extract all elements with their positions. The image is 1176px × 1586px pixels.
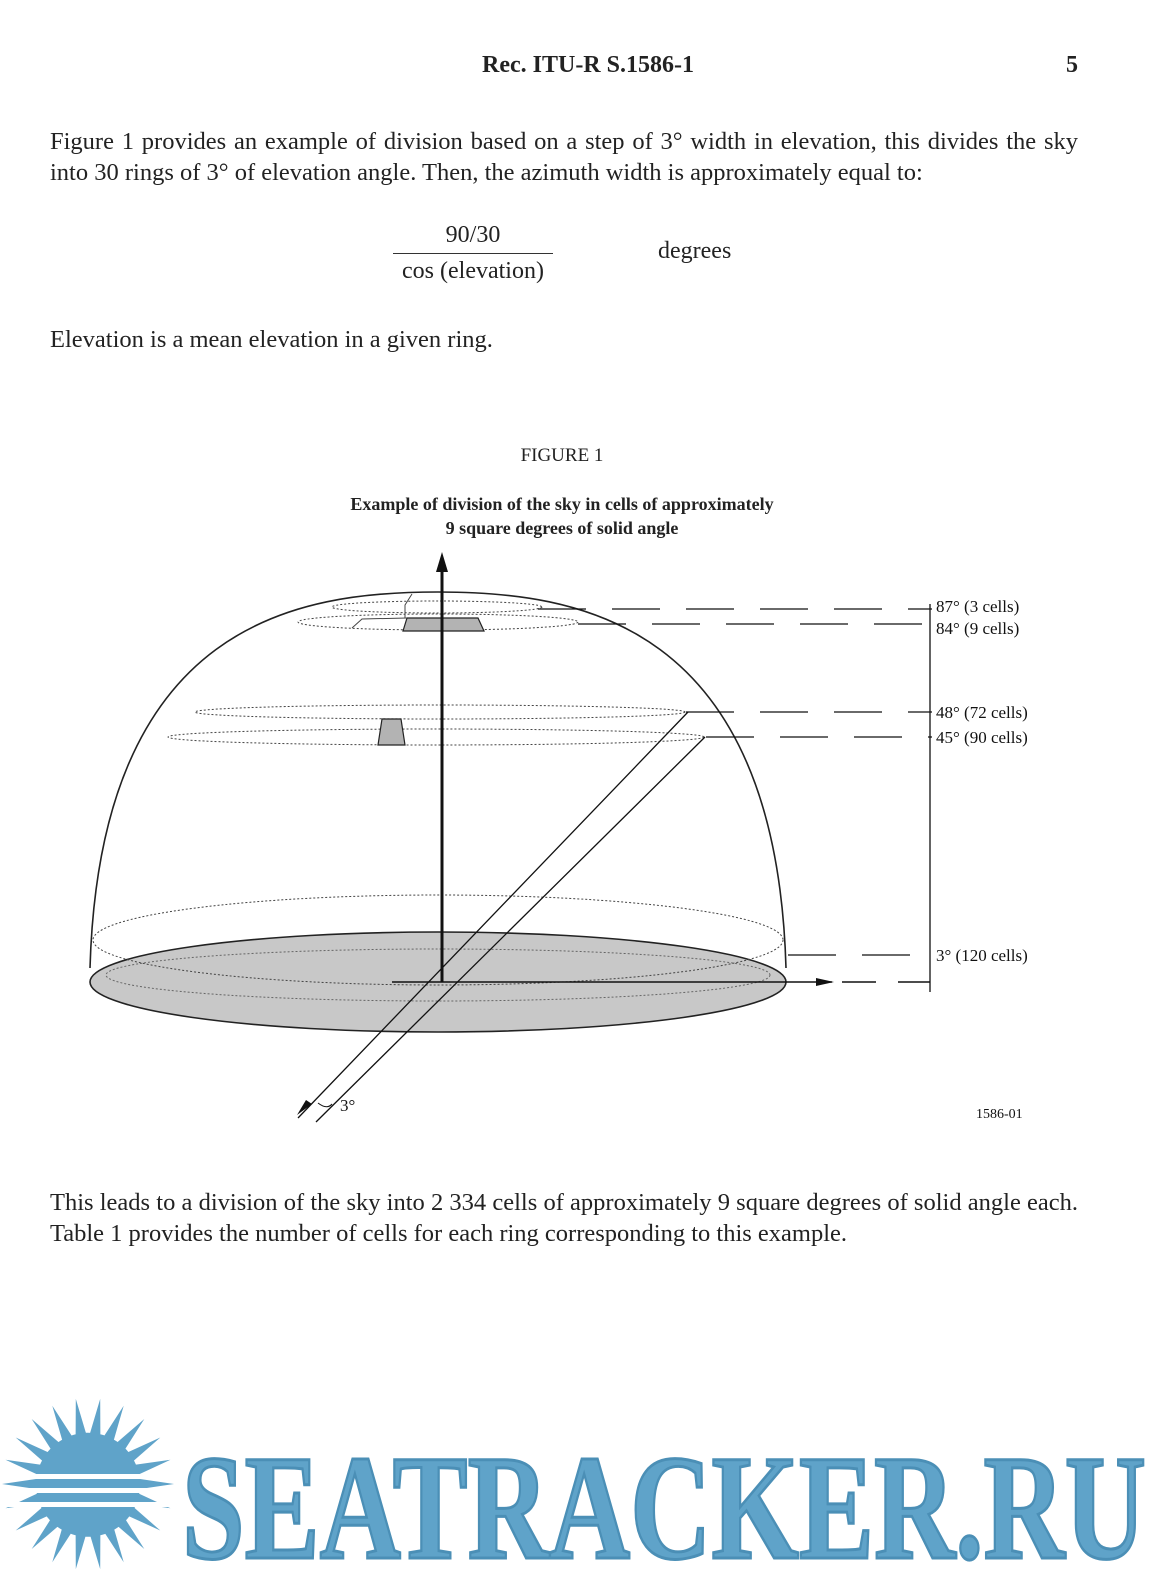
ring-label-45: 45° (90 cells) — [936, 728, 1028, 747]
formula-denominator: cos (elevation) — [402, 258, 544, 284]
figure-title-line-1: Example of division of the sky in cells of approximately — [350, 494, 774, 514]
figure-id: 1586-01 — [976, 1107, 1023, 1122]
dome-outline — [90, 592, 786, 968]
formula-unit: degrees — [658, 238, 732, 264]
ring-label-84: 84° (9 cells) — [936, 619, 1020, 638]
sun-icon — [2, 1399, 174, 1569]
running-header-title: Rec. ITU-R S.1586-1 — [482, 52, 694, 78]
ring-87-deg — [332, 601, 542, 613]
ring-45-deg — [168, 729, 704, 745]
figure-label: FIGURE 1 — [520, 445, 604, 466]
paragraph-conclusion: This leads to a division of the sky into 2 334 cells of approximately 9 square degrees of solid angle each. Table 1 provides the number of cells for each ring corresponding to this example. — [50, 1189, 1078, 1247]
ray-45-deg — [316, 737, 705, 1122]
paragraph-elevation: Elevation is a mean elevation in a given ring. — [50, 326, 493, 353]
zenith-arrowhead — [436, 552, 448, 572]
horizontal-arrowhead — [816, 978, 834, 986]
paragraph-intro: Figure 1 provides an example of division based on a step of 3° width in elevation, this divides the sky into 30 rings of 3° of elevation angle. Then, the azimuth width is approximately equal to: — [50, 128, 1078, 186]
angle-arc — [318, 1103, 332, 1107]
formula-numerator: 90/30 — [393, 222, 553, 254]
ray-48-deg — [298, 712, 688, 1118]
ring-label-3: 3° (120 cells) — [936, 946, 1028, 965]
sky-division-diagram — [0, 540, 1176, 1140]
ring-84-arc — [352, 618, 407, 628]
ray-arrowhead — [297, 1100, 312, 1115]
angle-label: 3° — [340, 1096, 356, 1115]
ring-48-deg — [195, 705, 685, 719]
watermark — [0, 1395, 1176, 1586]
watermark-text: SEATRACKER.RU — [182, 1425, 1146, 1586]
ring-label-48: 48° (72 cells) — [936, 703, 1028, 722]
figure-title — [0, 492, 1124, 540]
cell-45-deg — [378, 719, 405, 745]
ring-label-87: 87° (3 cells) — [936, 597, 1020, 616]
page-number: 5 — [1066, 52, 1078, 78]
figure-title-line-2: 9 square degrees of solid angle — [445, 518, 679, 538]
azimuth-formula — [393, 222, 553, 285]
